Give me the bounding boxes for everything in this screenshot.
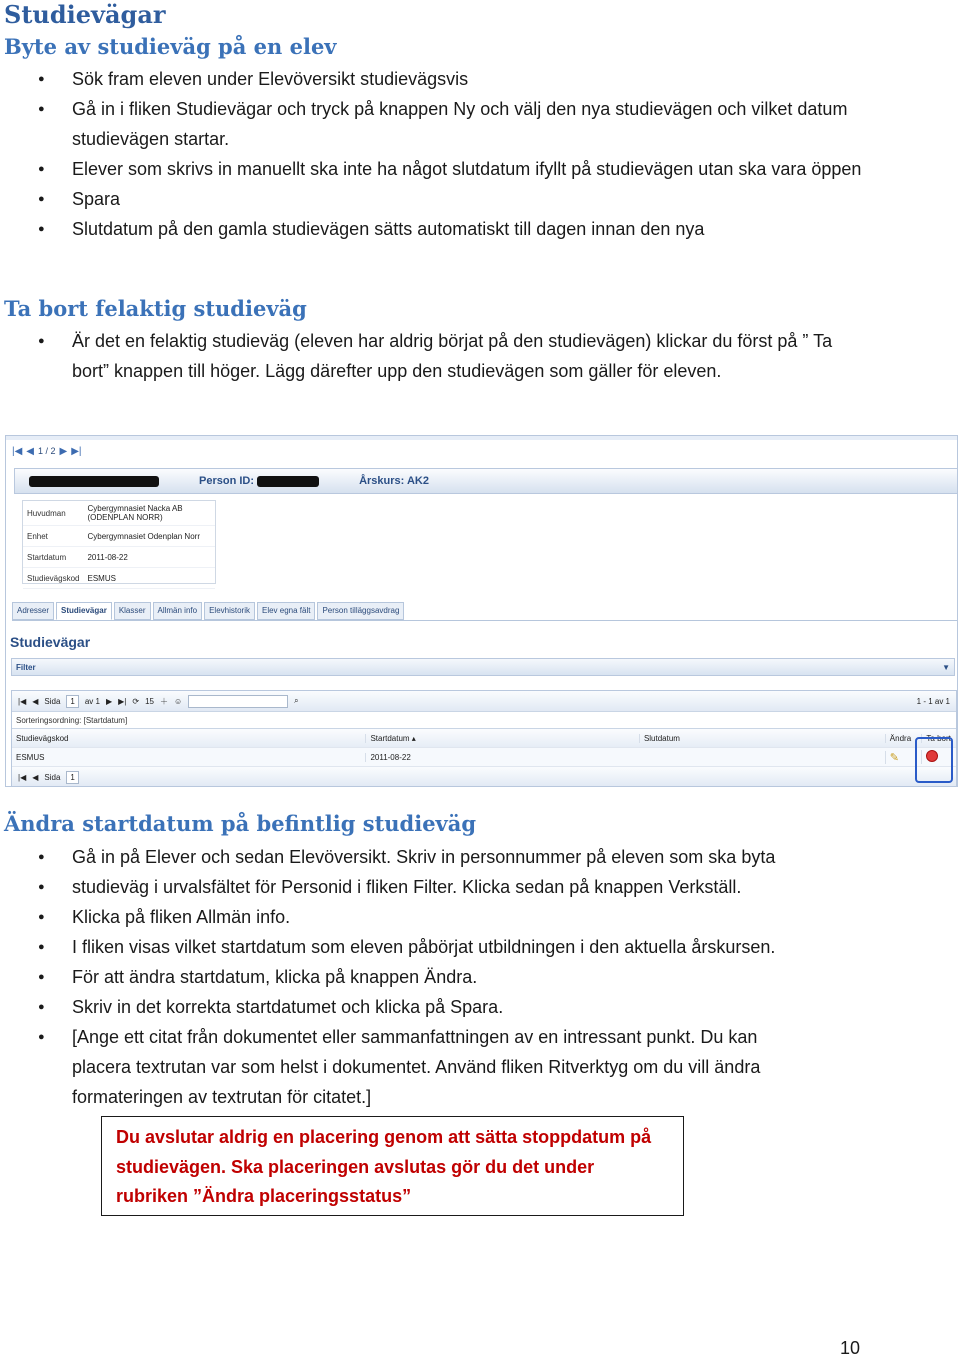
list-item: ● Skriv in det korrekta startdatumet och klicka på Spara. bbox=[0, 992, 950, 1022]
grid-header bbox=[12, 729, 956, 748]
page-input[interactable]: 1 bbox=[66, 695, 78, 708]
filter-label: Filter bbox=[16, 662, 36, 672]
last-page-icon[interactable]: ▶| bbox=[118, 696, 127, 706]
list-item: ● studieväg i urvalsfältet för Personid i fliken Filter. Klicka sedan på knappen Verkställ. bbox=[0, 872, 950, 902]
search-icon[interactable]: ⌕ bbox=[294, 696, 299, 705]
pager-label: 1 / 2 bbox=[38, 446, 56, 456]
per-page-select[interactable]: 15 bbox=[145, 696, 154, 706]
panel-title: Studievägar bbox=[10, 634, 91, 650]
list-item: ● Elever som skrivs in manuellt ska inte ha något slutdatum ifyllt på studievägen utan ska vara öppen bbox=[0, 154, 950, 184]
tab-bar bbox=[12, 602, 404, 620]
table-row: Studievägskod ESMUS bbox=[23, 568, 215, 589]
list-item: ● I fliken visas vilket startdatum som eleven påbörjat utbildningen i den aktuella årskursen. bbox=[0, 932, 950, 962]
col-slutdatum[interactable]: Slutdatum bbox=[639, 734, 885, 743]
refresh-icon[interactable]: ⟳ bbox=[132, 696, 140, 706]
col-studievagskod[interactable]: Studievägskod bbox=[16, 733, 69, 743]
sida-label: Sida bbox=[44, 696, 61, 706]
tab-allman-info[interactable]: Allmän info bbox=[153, 602, 203, 620]
pencil-icon: ✎ bbox=[889, 751, 900, 764]
table-row: Huvudman Cybergymnasiet Nacka AB (ODENPLAN NORR) bbox=[23, 501, 215, 526]
list-item: ● Slutdatum på den gamla studievägen sätts automatiskt till dagen innan den nya bbox=[0, 214, 950, 244]
list-item: ● Gå in i fliken Studievägar och tryck på knappen Ny och välj den nya studievägen och vilket datum studievägen startar. bbox=[0, 94, 950, 154]
expand-icon[interactable]: ▼ bbox=[942, 662, 950, 672]
col-startdatum[interactable]: Startdatum ▴ bbox=[365, 734, 639, 743]
tab-person-tillaggsavdrag[interactable]: Person tilläggsavdrag bbox=[317, 602, 404, 620]
prev-page-icon[interactable]: ◀ bbox=[32, 772, 39, 782]
add-icon[interactable]: ＋ bbox=[159, 696, 168, 706]
grid-toolbar bbox=[12, 691, 956, 712]
last-page-icon[interactable]: ▶| bbox=[71, 445, 82, 457]
sort-order: Sorteringsordning: [Startdatum ] bbox=[12, 712, 956, 729]
first-page-icon[interactable]: |◀ bbox=[12, 445, 23, 457]
list-item: ● Spara bbox=[0, 184, 950, 214]
list-item: ● [Ange ett citat från dokumentet eller sammanfattningen av en intressant punkt. Du kan placera textrutan var som helst i dokumentet. Använd fliken Ritverktyg om du vill ändra formateringen av textrutan för citatet.] bbox=[0, 1022, 950, 1112]
section-heading-byte: Byte av studieväg på en elev bbox=[4, 34, 337, 59]
next-page-icon[interactable]: ▶ bbox=[59, 445, 68, 457]
sort-label: Sorteringsordning: [Startdatum bbox=[16, 715, 125, 725]
prev-page-icon[interactable]: ◀ bbox=[26, 445, 34, 457]
person-id: Person ID: bbox=[199, 475, 319, 487]
range-label: 1 - 1 av 1 bbox=[916, 696, 950, 706]
col-andra: Ändra bbox=[885, 734, 922, 743]
embedded-screenshot bbox=[5, 435, 958, 787]
bullet-list-byte bbox=[0, 64, 950, 244]
cell-kod: ESMUS bbox=[16, 752, 45, 762]
list-item: ● För att ändra startdatum, klicka på knappen Ändra. bbox=[0, 962, 950, 992]
record-pager bbox=[6, 442, 958, 460]
studievagar-grid bbox=[11, 690, 957, 787]
ta-bort-highlight bbox=[915, 737, 953, 783]
info-panel bbox=[22, 500, 216, 584]
tab-klasser[interactable]: Klasser bbox=[114, 602, 151, 620]
name-redaction bbox=[29, 475, 159, 487]
bullet-list-ta-bort bbox=[0, 326, 950, 386]
page-total: av 1 bbox=[84, 696, 100, 706]
filter-bar[interactable] bbox=[11, 658, 955, 676]
document-title: Studievägar bbox=[4, 0, 166, 29]
bullet-list-andra bbox=[0, 842, 950, 1112]
user-icon[interactable]: ☺ bbox=[173, 696, 183, 706]
grid-toolbar-bottom bbox=[12, 767, 956, 787]
first-page-icon[interactable]: |◀ bbox=[18, 696, 27, 706]
person-header bbox=[14, 468, 958, 494]
table-row bbox=[12, 748, 956, 767]
table-row: Startdatum 2011-08-22 bbox=[23, 547, 215, 568]
first-page-icon[interactable]: |◀ bbox=[18, 772, 27, 782]
list-item: ● Gå in på Elever och sedan Elevöversikt. Skriv in personnummer på eleven som ska byta bbox=[0, 842, 950, 872]
section-heading-andra-startdatum: Ändra startdatum på befintlig studieväg bbox=[4, 811, 477, 836]
list-item: ● Är det en felaktig studieväg (eleven har aldrig börjat på den studievägen) klickar du först på ” Ta bort” knappen till höger. Lägg därefter upp den studievägen som gäller för eleven. bbox=[0, 326, 950, 386]
prev-page-icon[interactable]: ◀ bbox=[32, 696, 39, 706]
callout-box: Du avslutar aldrig en placering genom att sätta stoppdatum på studievägen. Ska placeringen avslutas gör du det under rubriken ”Ändra placeringsstatus” bbox=[101, 1116, 684, 1216]
cell-start: 2011-08-22 bbox=[365, 753, 639, 762]
tab-elev-egna-falt[interactable]: Elev egna fält bbox=[257, 602, 315, 620]
top-strip bbox=[6, 436, 957, 440]
page-number: 10 bbox=[840, 1338, 861, 1358]
search-input[interactable] bbox=[188, 695, 288, 708]
tab-elevhistorik[interactable]: Elevhistorik bbox=[204, 602, 255, 620]
list-item: ● Klicka på fliken Allmän info. bbox=[0, 902, 950, 932]
tab-divider bbox=[12, 620, 957, 621]
tab-studievagar[interactable]: Studievägar bbox=[56, 602, 112, 620]
next-page-icon[interactable]: ▶ bbox=[105, 696, 113, 706]
tab-adresser[interactable]: Adresser bbox=[12, 602, 54, 620]
col-ta-bort: Ta bort bbox=[921, 734, 956, 743]
section-heading-ta-bort: Ta bort felaktig studieväg bbox=[4, 296, 307, 321]
arskurs-label: Årskurs: AK2 bbox=[359, 475, 429, 487]
page-input[interactable]: 1 bbox=[66, 771, 78, 784]
list-item: ● Sök fram eleven under Elevöversikt studievägsvis bbox=[0, 64, 950, 94]
table-row: Enhet Cybergymnasiet Odenplan Norr bbox=[23, 526, 215, 547]
sida-label: Sida bbox=[44, 772, 61, 782]
